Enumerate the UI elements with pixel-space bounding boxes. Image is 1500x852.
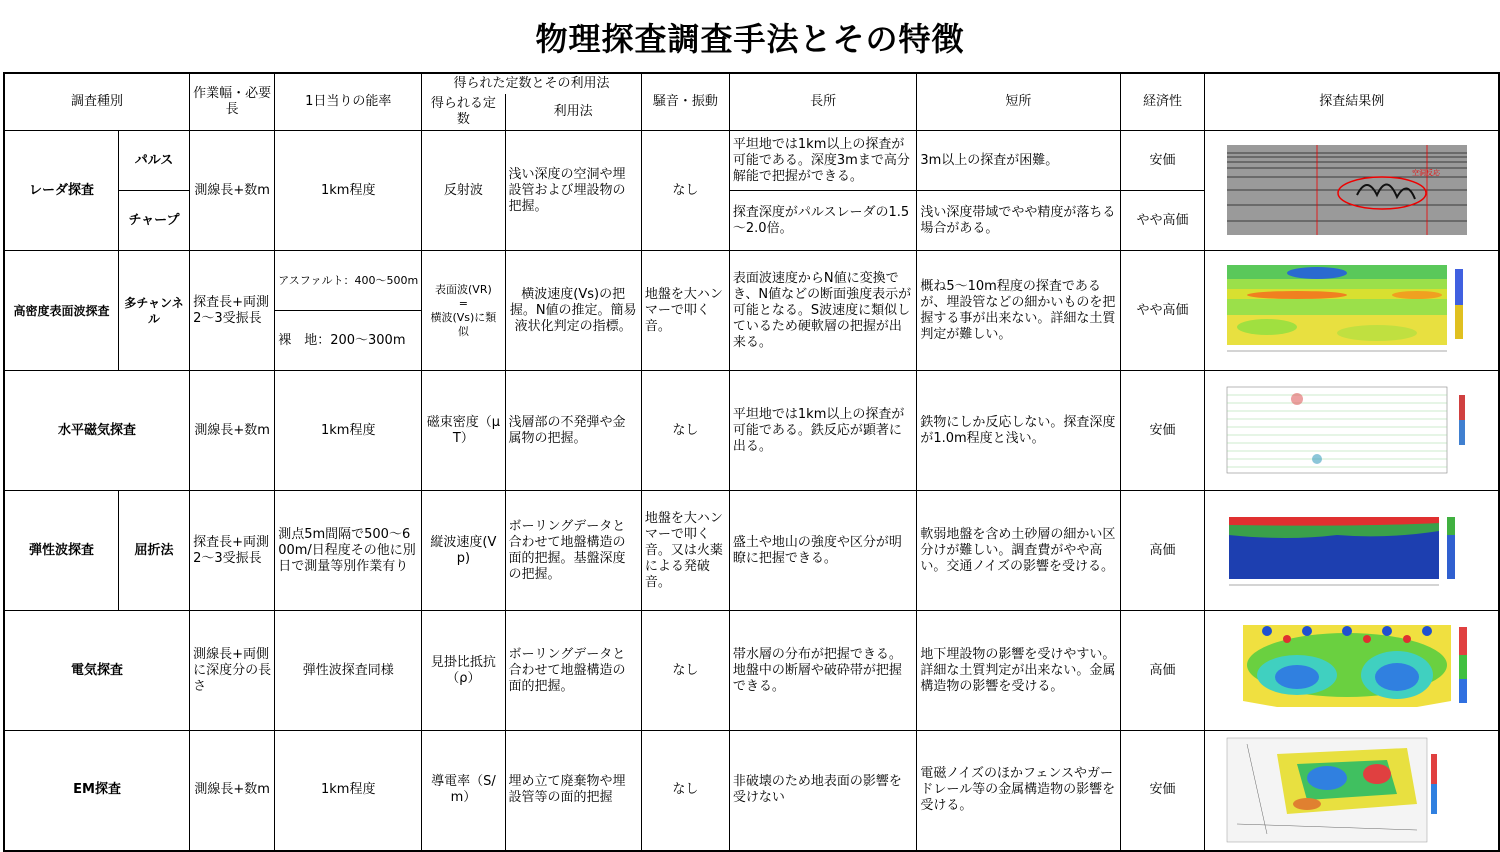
row-surface-noise: 地盤を大ハンマーで叩く音。: [641, 251, 729, 371]
surface-example-image: [1205, 251, 1499, 371]
row-surface-demerit: 概ね5～10m程度の探査であるが、埋設管などの細かいものを把握する事が出来ない。詳細な土質判定が難しい。: [917, 251, 1120, 371]
header-economy: 経済性: [1120, 73, 1205, 131]
row-radar-demerit-pulse: 3m以上の探査が困難。: [917, 131, 1120, 191]
row-radar-width: 測線長+数m: [190, 131, 275, 251]
row-electric-demerit: 地下埋設物の影響を受けやすい。詳細な土質判定が出来ない。金属構造物の影響を受ける。: [917, 611, 1120, 731]
row-em-economy: 安価: [1120, 731, 1205, 851]
row-magnetic-usage: 浅層部の不発弾や金属物の把握。: [505, 371, 641, 491]
em-example-image: [1205, 731, 1499, 851]
header-constant: 得られる定数: [422, 94, 505, 131]
row-em-constant: 導電率（S/m）: [422, 731, 505, 851]
row-radar-sub-pulse: パルス: [118, 131, 189, 191]
header-merit: 長所: [729, 73, 916, 131]
header-capacity: 1日当りの能率: [275, 73, 422, 131]
row-em-usage: 埋め立て廃棄物や埋設管等の面的把握: [505, 731, 641, 851]
header-demerit: 短所: [917, 73, 1120, 131]
row-radar-demerit-chirp: 浅い深度帯域でやや精度が落ちる場合がある。: [917, 191, 1120, 251]
row-electric-usage: ボーリングデータと合わせて地盤構造の面的把握。: [505, 611, 641, 731]
row-radar-merit-pulse: 平坦地では1km以上の探査が可能である。深度3mまで高分解能で把握ができる。: [729, 131, 916, 191]
row-radar-sub-chirp: チャープ: [118, 191, 189, 251]
row-surface-capacity-asphalt: アスファルト：400～500m: [275, 251, 422, 311]
seismic-example-image: [1205, 491, 1499, 611]
row-em-name: EM探査: [4, 731, 190, 851]
row-radar-constant: 反射波: [422, 131, 505, 251]
row-seismic-constant: 縦波速度(Vp): [422, 491, 505, 611]
survey-methods-table: [3, 72, 1500, 852]
radar-example-image: [1205, 131, 1499, 251]
row-magnetic-width: 測線長+数m: [190, 371, 275, 491]
row-em-capacity: 1km程度: [275, 731, 422, 851]
row-surface-usage: 横波速度(Vs)の把握。N値の推定。簡易液状化判定の指標。: [505, 251, 641, 371]
header-example: 探査結果例: [1205, 73, 1499, 131]
row-surface-sub: 多チャンネル: [118, 251, 189, 371]
row-seismic-noise: 地盤を大ハンマーで叩く音。又は火薬による発破音。: [641, 491, 729, 611]
row-em-noise: なし: [641, 731, 729, 851]
row-radar-economy-chirp: やや高価: [1120, 191, 1205, 251]
row-electric-economy: 高価: [1120, 611, 1205, 731]
row-electric-capacity: 弾性波探査同様: [275, 611, 422, 731]
row-radar-noise: なし: [641, 131, 729, 251]
row-seismic-usage: ボーリングデータと合わせて地盤構造の面的把握。基盤深度の把握。: [505, 491, 641, 611]
row-electric-width: 測線長+両側に深度分の長さ: [190, 611, 275, 731]
row-radar-name: レーダ探査: [4, 131, 118, 251]
row-seismic-capacity: 測点5m間隔で500～600m/日程度その他に別日で測量等別作業有り: [275, 491, 422, 611]
row-surface-economy: やや高価: [1120, 251, 1205, 371]
row-magnetic-demerit: 鉄物にしか反応しない。探査深度が1.0m程度と浅い。: [917, 371, 1120, 491]
electric-example-image: [1205, 611, 1499, 731]
row-electric-merit: 帯水層の分布が把握できる。地盤中の断層や破砕帯が把握できる。: [729, 611, 916, 731]
row-magnetic-noise: なし: [641, 371, 729, 491]
row-magnetic-name: 水平磁気探査: [4, 371, 190, 491]
row-em-merit: 非破壊のため地表面の影響を受けない: [729, 731, 916, 851]
magnetic-example-image: [1205, 371, 1499, 491]
header-usage: 利用法: [505, 94, 641, 131]
row-electric-name: 電気探査: [4, 611, 190, 731]
row-electric-constant: 見掛比抵抗（ρ）: [422, 611, 505, 731]
row-seismic-economy: 高価: [1120, 491, 1205, 611]
row-magnetic-economy: 安価: [1120, 371, 1205, 491]
header-noise: 騒音・振動: [641, 73, 729, 131]
row-surface-constant: 表面波(VR) = 横波(Vs)に類似: [422, 251, 505, 371]
radar-example-annotation: 空洞反応: [1412, 168, 1441, 177]
row-radar-merit-chirp: 探査深度がパルスレーダの1.5～2.0倍。: [729, 191, 916, 251]
row-magnetic-capacity: 1km程度: [275, 371, 422, 491]
header-type: 調査種別: [4, 73, 190, 131]
row-surface-name: 高密度表面波探査: [4, 251, 118, 371]
row-magnetic-merit: 平坦地では1km以上の探査が可能である。鉄反応が顕著に出る。: [729, 371, 916, 491]
header-width: 作業幅・必要長: [190, 73, 275, 131]
row-radar-usage: 浅い深度の空洞や埋設管および埋設物の把握。: [505, 131, 641, 251]
row-em-width: 測線長+数m: [190, 731, 275, 851]
row-magnetic-constant: 磁束密度（μT）: [422, 371, 505, 491]
row-seismic-width: 探査長+両測2～3受振長: [190, 491, 275, 611]
row-seismic-name: 弾性波探査: [4, 491, 118, 611]
row-seismic-sub: 屈折法: [118, 491, 189, 611]
header-constants-group: 得られた定数とその利用法: [422, 73, 642, 94]
row-surface-merit: 表面波速度からN値に変換でき、N値などの断面強度表示が可能となる。S波速度に類似しているため硬軟層の把握が出来る。: [729, 251, 916, 371]
row-surface-capacity-bare: 裸 地：200～300m: [275, 311, 422, 371]
row-electric-noise: なし: [641, 611, 729, 731]
row-radar-economy-pulse: 安価: [1120, 131, 1205, 191]
row-radar-capacity: 1km程度: [275, 131, 422, 251]
row-seismic-demerit: 軟弱地盤を含め土砂層の細かい区分けが難しい。調査費がやや高い。交通ノイズの影響を受ける。: [917, 491, 1120, 611]
row-em-demerit: 電磁ノイズのほかフェンスやガードレール等の金属構造物の影響を受ける。: [917, 731, 1120, 851]
row-seismic-merit: 盛土や地山の強度や区分が明瞭に把握できる。: [729, 491, 916, 611]
row-surface-width: 探査長+両測2～3受振長: [190, 251, 275, 371]
page-title: 物理探査調査手法とその特徴: [535, 20, 965, 58]
